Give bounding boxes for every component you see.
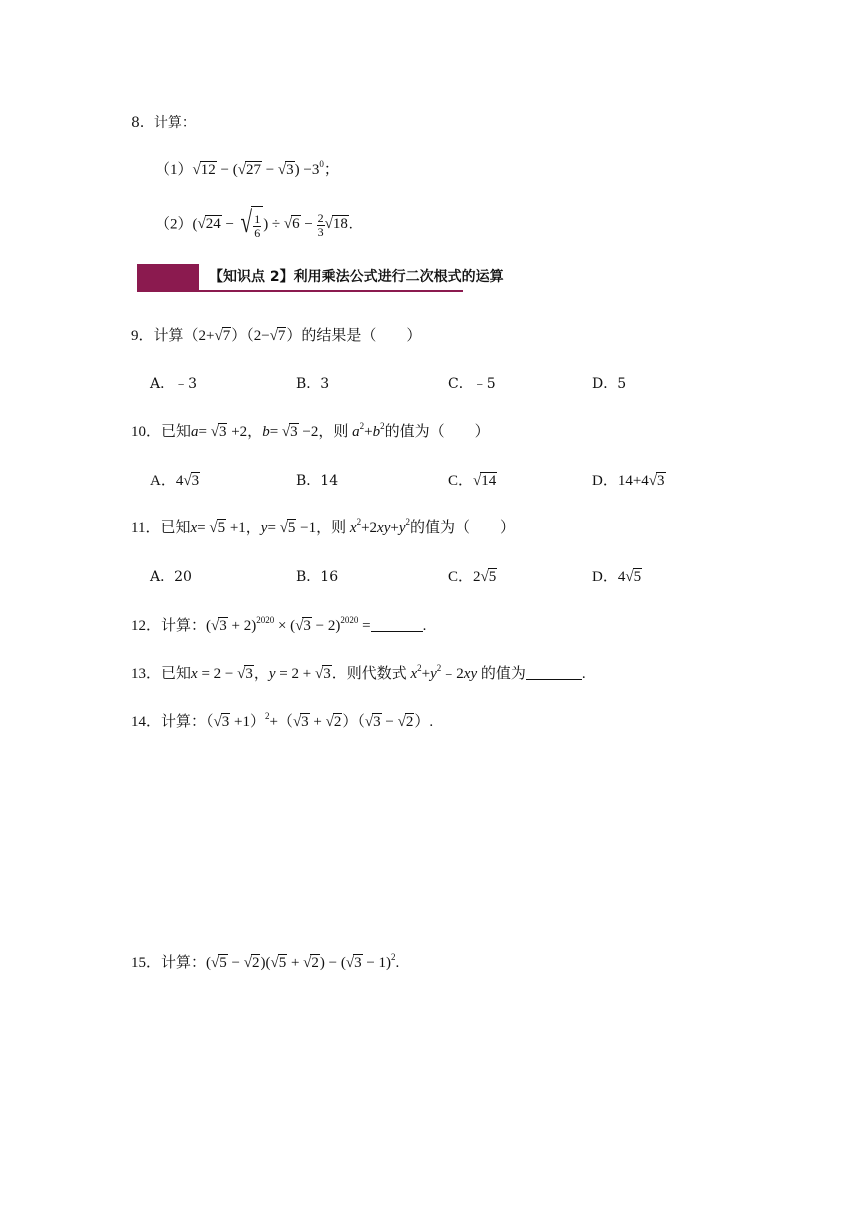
question-9-option-d: D．5 [592,376,627,392]
question-10-option-d: D．14+4√3 [592,473,665,489]
question-8-label: 8．计算： [131,115,196,131]
question-9-option-a: A．﹣3 [150,376,198,392]
question-11-option-d: D．4√5 [592,569,642,585]
question-9: 9．计算（2+√7）（2−√7）的结果是（ ） [131,328,422,344]
question-9-option-b: B．3 [296,376,330,392]
section-heading-accent [137,264,199,290]
sqrt-fraction: √ $\frac{1}{6}$ [238,206,263,244]
question-11-option-c: C．2√5 [448,569,497,585]
question-8-part-2: （2）(√24 − √ $\frac{1}{6}$ ) ÷ √6 − $\frac{2}{3}$ √18. [155,206,353,244]
sqrt-12: √12 [192,162,216,178]
answer-blank [526,665,582,680]
question-10-option-c: C．√14 [448,473,497,489]
question-15: 15．计算：$(√5 - √2)(√5 + √2) - (√3 - 1)^2$. [131,952,400,971]
question-13: 13．已知x = 2 − √3，y = 2 + √3．则代数式 $x^2+y^2﹣2xy$ 的值为 . [131,663,586,682]
question-12: 12．计算：$(√3 + 2)^{2020} \times (√3 - 2)^{2020}$ = . [131,615,427,634]
section-heading-title: 【知识点 2】利用乘法公式进行二次根式的运算 [209,269,504,285]
question-9-option-c: C．﹣5 [448,376,496,392]
question-10: 10．已知a= √3 +2，b= √3 −2，则 $a^2+b^2$的值为（ ） [131,421,490,440]
question-11-option-a: A．20 [150,569,192,585]
question-10-option-a: A．4√3 [150,473,200,489]
question-14: 14．计算：$(√3 +1)^2+(√3 + √2)(√3 - √2)$. [131,711,434,730]
question-11-option-b: B．16 [296,569,339,585]
question-8-part-1: $(1)√12 - (√27 - √3) -3^0$； [155,159,339,178]
question-11: 11．已知x= √5 +1，y= √5 −1，则 $x^2+2xy+y^2$的值为（ ） [131,517,516,536]
question-10-option-b: B．14 [296,473,339,489]
section-heading [137,264,504,292]
answer-blank [371,617,423,632]
